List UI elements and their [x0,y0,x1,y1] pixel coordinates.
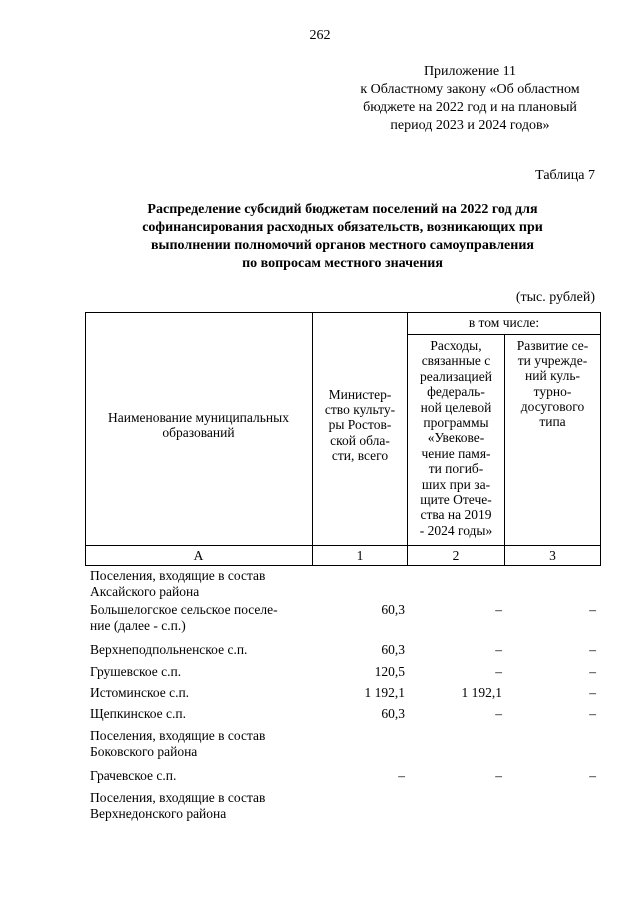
row-name: Верхнеподпольненское с.п. [90,642,248,657]
table-row [85,602,601,642]
header-name: Наименование муниципальных образований [108,410,289,441]
table-row [85,685,601,706]
title-line: софинансирования расходных обязательств, возникающих при [142,220,543,235]
row-name: Большелогское сельское поселе- ние (далее - с.п.) [90,602,278,633]
value-network: – [589,642,596,657]
table-label: Таблица 7 [535,168,595,183]
header-in-that: в том числе: [468,315,540,330]
border-top [85,312,601,313]
value-total: 60,3 [381,602,405,617]
title-line: по вопросам местного значения [242,256,443,271]
border-right [600,312,601,566]
header-col3: Развитие се- ти учрежде- ний куль- турно- досугового типа [516,338,589,430]
value-program: 1 192,1 [461,685,502,700]
document-title [85,201,600,273]
value-total: – [398,768,405,783]
units-label: (тыс. рублей) [515,290,595,305]
header-col2: Расходы, связанные с реализацией федераль- ной целевой программы «Увекове- чение памя- ти погиб- ших при за- щите Отече- ства на 2019 - 2024 годы» [419,338,493,538]
value-network: – [589,706,596,721]
table-row [85,790,601,826]
table-body [85,568,601,826]
page-number: 262 [309,28,331,43]
value-network: – [589,685,596,700]
row-name: Истоминское с.п. [90,685,190,700]
index-3: 3 [549,548,556,563]
divider-index-row [85,545,601,546]
title-line: Распределение субсидий бюджетам поселений на 2022 год для [147,202,538,217]
border-bottom [85,565,601,566]
table-row [85,568,601,602]
table-row [85,728,601,768]
row-name: Поселения, входящие в состав Боковского района [90,728,266,759]
value-total: 1 192,1 [364,685,405,700]
divider-in-that [407,334,601,335]
value-program: – [495,642,502,657]
table-row [85,706,601,728]
title-line: выполнении полномочий органов местного самоуправления [151,238,534,253]
value-program: – [495,664,502,679]
value-network: – [589,664,596,679]
value-network: – [589,602,596,617]
header-total: Министер- ство культу- ры Ростов- ской обла- сти, всего [324,387,396,463]
table-row [85,642,601,664]
row-name: Поселения, входящие в состав Верхнедонского района [90,790,266,821]
appendix-line: бюджете на 2022 год и на плановый [363,100,577,115]
index-a: А [193,548,204,563]
value-total: 120,5 [374,664,405,679]
index-1: 1 [356,548,364,563]
value-program: – [495,602,502,617]
appendix-line: к Областному закону «Об областном [360,82,580,97]
table-row [85,664,601,685]
value-network: – [589,768,596,783]
row-name: Грачевское с.п. [90,768,177,783]
value-program: – [495,768,502,783]
value-program: – [495,706,502,721]
row-name: Поселения, входящие в состав Аксайского района [90,568,266,599]
index-2: 2 [452,548,460,563]
row-name: Щепкинское с.п. [90,706,186,721]
table-header [85,312,601,566]
row-name: Грушевское с.п. [90,664,182,679]
appendix-title: Приложение 11 [423,64,517,79]
appendix-note [340,63,600,135]
value-total: 60,3 [381,642,405,657]
table-row [85,768,601,790]
appendix-line: период 2023 и 2024 годов» [390,118,550,133]
value-total: 60,3 [381,706,405,721]
